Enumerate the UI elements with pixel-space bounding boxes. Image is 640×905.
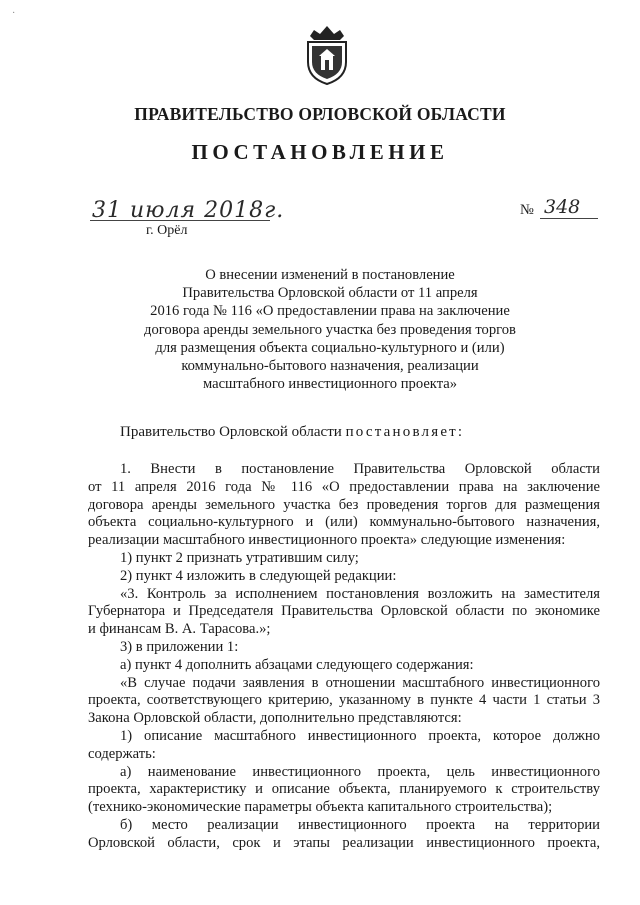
body-line: б) место реализации инвестиционного проекта на территории [120, 816, 600, 833]
body-line: а) пункт 4 дополнить абзацами следующего содержания: [120, 656, 474, 673]
number-underline [540, 218, 598, 219]
body-line: реализации масштабного инвестиционного проекта» следующие изменения: [88, 532, 566, 549]
body-line: 2) пункт 4 изложить в следующей редакции: [120, 567, 397, 584]
subject-line: О внесении изменений в постановление [205, 267, 455, 283]
subject-line: масштабного инвестиционного проекта» [202, 376, 458, 393]
body-line: от 11 апреля 2016 года № 116 «О предоставлении права на заключение [88, 478, 600, 495]
handwritten-number: 348 [544, 196, 581, 218]
body-line: договора аренды земельного участка без проведения торгов для размещения [88, 496, 600, 513]
subject-line: 2016 года № 116 «О предоставлении права на заключение [150, 303, 510, 320]
decree-subject [120, 266, 540, 393]
subject-line: для размещения объекта социально-культурного и (или) [155, 339, 505, 356]
body-line: 1) описание масштабного инвестиционного проекта, которое должно [120, 727, 600, 744]
body-line: 1) пункт 2 признать утратившим силу; [120, 549, 359, 566]
document-type-title: ПОСТАНОВЛЕНИЕ [191, 140, 449, 164]
subject-line: Правительства Орловской области от 11 апреля [182, 285, 478, 302]
body-line: «3. Контроль за исполнением постановления возложить на заместителя [120, 585, 600, 602]
coat-of-arms-icon [300, 22, 354, 86]
body-line: Закона Орловской области, дополнительно представляются: [88, 710, 462, 727]
body-line: Орловской области, срок и этапы реализации инвестиционного проекта, [88, 834, 600, 851]
body-line: «В случае подачи заявления в отношении масштабного инвестиционного [120, 674, 600, 691]
body-line: (технико-экономические параметры объекта капитального строительства); [88, 799, 553, 816]
body-line: проекта, соответствующего критерию, указанному в пункте 4 части 1 статьи 3 [88, 692, 600, 709]
body-line: а) наименование инвестиционного проекта, цель инвестиционного [120, 763, 600, 780]
body-line: 1. Внести в постановление Правительства Орловской области [120, 461, 600, 477]
body-line: содержать: [88, 745, 156, 762]
body-line: объекта социально-культурного и (или) коммунально-бытового назначения, [88, 514, 600, 531]
body-line: проекта, характеристику и описание объекта, планируемого к строительству [88, 781, 600, 798]
number-label: № [520, 202, 534, 218]
scan-mark: · [12, 8, 16, 19]
body-line: 3) в приложении 1: [120, 638, 239, 655]
body-line: и финансам В. А. Тарасова.»; [88, 621, 271, 638]
preamble-text: Правительство Орловской области [120, 424, 342, 440]
subject-line: коммунально-бытового назначения, реализации [181, 358, 479, 375]
date-underline [90, 220, 270, 221]
preamble [120, 424, 464, 441]
handwritten-date: 31 июля 2018г. [92, 198, 285, 223]
government-title: ПРАВИТЕЛЬСТВО ОРЛОВСКОЙ ОБЛАСТИ [134, 104, 506, 124]
preamble-spaced-verb: постановляет: [345, 424, 465, 440]
subject-line: договора аренды земельного участка без проведения торгов [144, 321, 516, 338]
decree-body [88, 461, 600, 853]
city-label: г. Орёл [146, 223, 188, 238]
body-line: Губернатора и Председателя Правительства Орловской области по экономике [88, 603, 600, 620]
